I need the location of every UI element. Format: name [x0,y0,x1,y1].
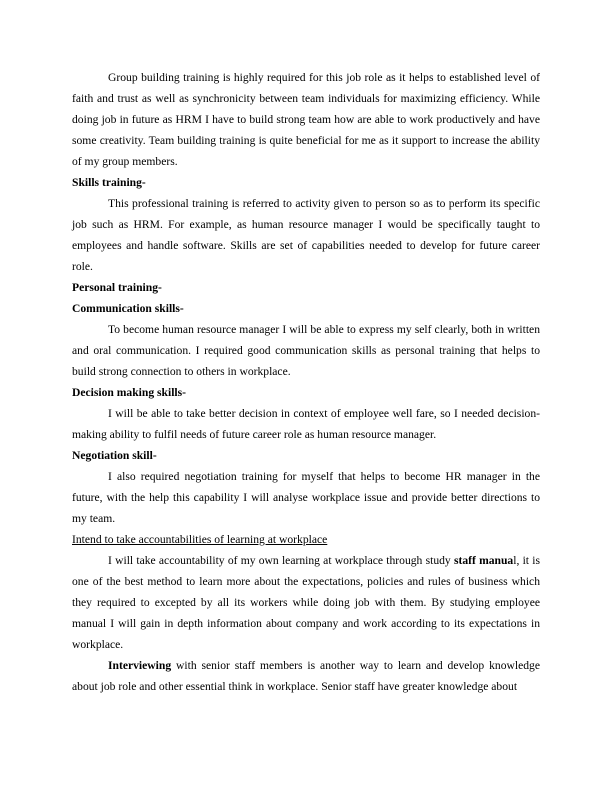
paragraph-negotiation-skill: I also required negotiation training for myself that helps to become HR manager in the future, with the help this capability I will analyse workplace issue and provide better directions to my team. [72,470,540,525]
heading-personal-training: Personal training- [72,281,162,294]
paragraph-skills-training: This professional training is referred to activity given to person so as to perform its specific job such as HRM. For example, as human resource manager I would be specifically taught to employees and handle software. Skills are set of capabilities needed to develop for future career role. [72,197,540,273]
paragraph-communication-skills: To become human resource manager I will be able to express my self clearly, both in written and oral communication. I required good communication skills as personal training that helps to build strong connection to others in workplace. [72,323,540,378]
bold-text-interviewing: Interviewing [108,659,172,672]
heading-decision-making: Decision making skills- [72,386,187,399]
text-run: l, it is one of the best method to learn more about the expectations, policies and rules of business which they required to excepted by all its workers while doing job with them. By studying employee manual I will gain in depth information about company and work according to its expectations in workplace. [72,554,540,651]
text-run: with senior staff members is another way to learn and develop knowledge about job role and other essential think in workplace. Senior staff have greater knowledge about [72,659,540,693]
paragraph-decision-making: I will be able to take better decision in context of employee well fare, so I needed decision-making ability to fulfil needs of future career role as human resource manager. [72,407,540,441]
paragraph-staff-manual [72,550,540,655]
heading-accountability: Intend to take accountabilities of learning at workplace [72,533,328,546]
heading-communication-skills: Communication skills- [72,302,184,315]
heading-skills-training: Skills training- [72,176,146,189]
bold-text-staff-manual: staff manua [453,554,514,567]
heading-negotiation-skill: Negotiation skill- [72,449,157,462]
paragraph-interviewing [72,655,540,697]
document-page [72,67,540,697]
text-run: I will take accountability of my own learning at workplace through study [108,554,454,567]
paragraph-team-building: Group building training is highly required for this job role as it helps to established level of faith and trust as well as synchronicity between team individuals for maximizing efficiency. While doing job in future as HRM I have to build strong team how are able to work productively and have some creativity. Team building training is quite beneficial for me as it support to increase the ability of my group members. [72,71,540,168]
